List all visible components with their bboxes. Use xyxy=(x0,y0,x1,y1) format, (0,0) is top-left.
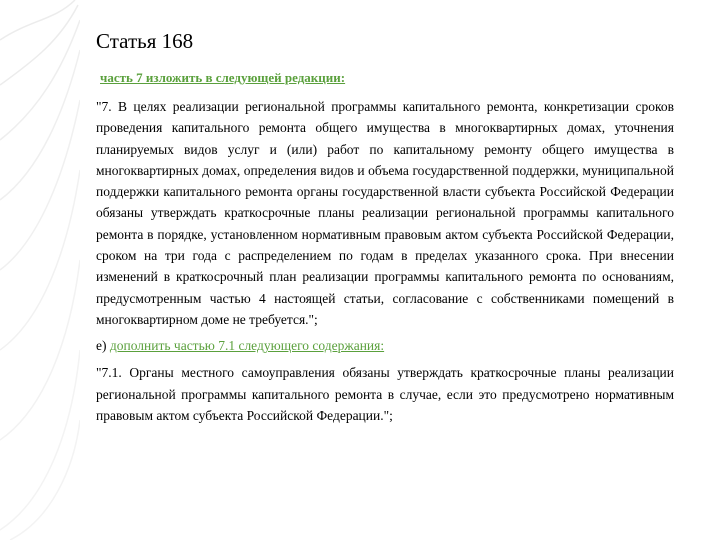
item-e xyxy=(96,336,674,356)
document-content xyxy=(96,28,674,426)
paragraph-part-7-1: "7.1. Органы местного самоуправления обязаны утверждать краткосрочные планы реализации региональной программы капитального ремонта в случае, если это предусмотрено нормативным правовым актом субъекта Российской Федерации."; xyxy=(96,365,674,423)
paragraph-part-7: "7. В целях реализации региональной программы капитального ремонта, конкретизации сроков проведения капитального ремонта общего имущества в многоквартирных домах, уточнения планируемых видов услуг и (или) работ по капитальному ремонту общего имущества в многоквартирных домах, определения видов и объема государственной поддержки, муниципальной поддержки капитального ремонта органы государственной власти субъекта Российской Федерации обязаны утверждать краткосрочные планы реализации региональной программы капитального ремонта в порядке, установленном нормативным правовым актом субъекта Российской Федерации, сроком на три года с распределением по годам в пределах указанного срока. При внесении изменений в краткосрочный план реализации программы капитального ремонта по основаниям, предусмотренным частью 4 настоящей статьи, согласование с собственниками помещений в многоквартирном доме не требуется."; xyxy=(96,99,674,327)
instruction-part-7: часть 7 изложить в следующей редакции: xyxy=(100,70,346,85)
item-e-prefix: е) xyxy=(96,338,107,354)
article-title: Статья 168 xyxy=(96,29,194,53)
item-e-instruction: дополнить частью 7.1 следующего содержания: xyxy=(109,338,385,354)
decorative-curves-left xyxy=(0,0,80,540)
